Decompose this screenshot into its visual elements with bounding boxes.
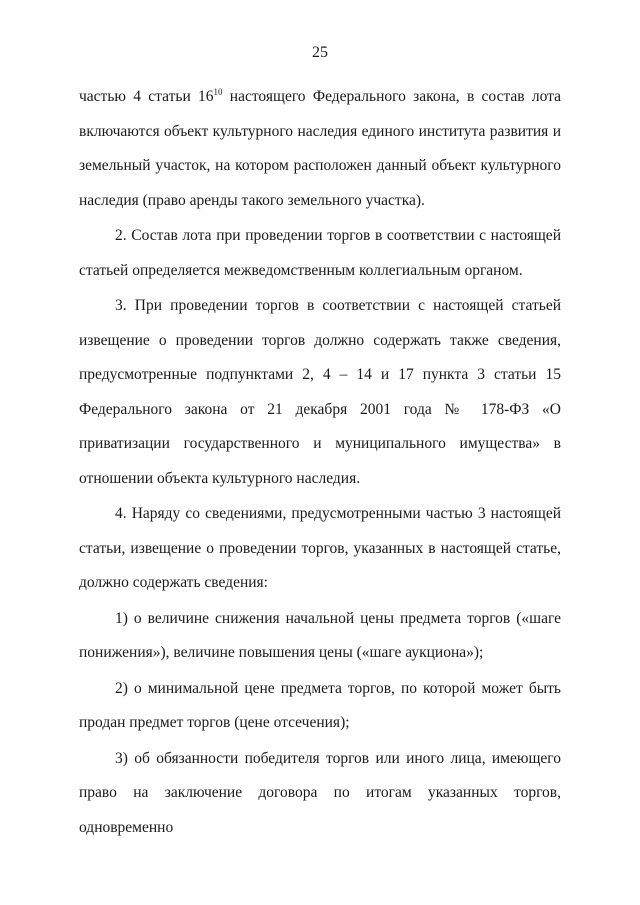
subitem-2: 2) о минимальной цене предмета торгов, по которой может быть продан предмет торгов (цене отсечения); <box>79 679 561 731</box>
paragraph-3: 3. При проведении торгов в соответствии с настоящей статьей извещение о проведении торгов должно содержать также сведения, предусмотренные подпунктами 2, 4 – 14 и 17 пункта 3 статьи 15 Федерального закона от 21 декабря 2001 года № 178-ФЗ «О приватизации государственного и муниципального имущества» в отношении объекта культурного наследия. <box>79 297 561 487</box>
paragraph-text-post: настоящего Федерального закона, в состав лота включаются объект культурного наследия единого института развития и земельный участок, на котором расположен данный объект культурного наследия (право аренды такого земельного участка). <box>79 88 562 209</box>
page-number: 25 <box>312 44 328 61</box>
subitem-1: 1) о величине снижения начальной цены предмета торгов («шаге понижения»), величине повышения цены («шаге аукциона»); <box>79 609 561 661</box>
paragraph-continuation <box>79 80 561 218</box>
paragraph-text-pre: частью 4 статьи 16 <box>79 88 214 105</box>
paragraph-4: 4. Наряду со сведениями, предусмотренными частью 3 настоящей статьи, извещение о проведении торгов, указанных в настоящей статье, должно содержать сведения: <box>79 505 561 591</box>
paragraph-2: 2. Состав лота при проведении торгов в соответствии с настоящей статьей определяется межведомственным коллегиальным органом. <box>79 227 561 279</box>
superscript: 10 <box>213 86 223 97</box>
document-body <box>79 80 561 845</box>
subitem-3: 3) об обязанности победителя торгов или иного лица, имеющего право на заключение договора по итогам указанных торгов, одновременно <box>79 749 561 836</box>
